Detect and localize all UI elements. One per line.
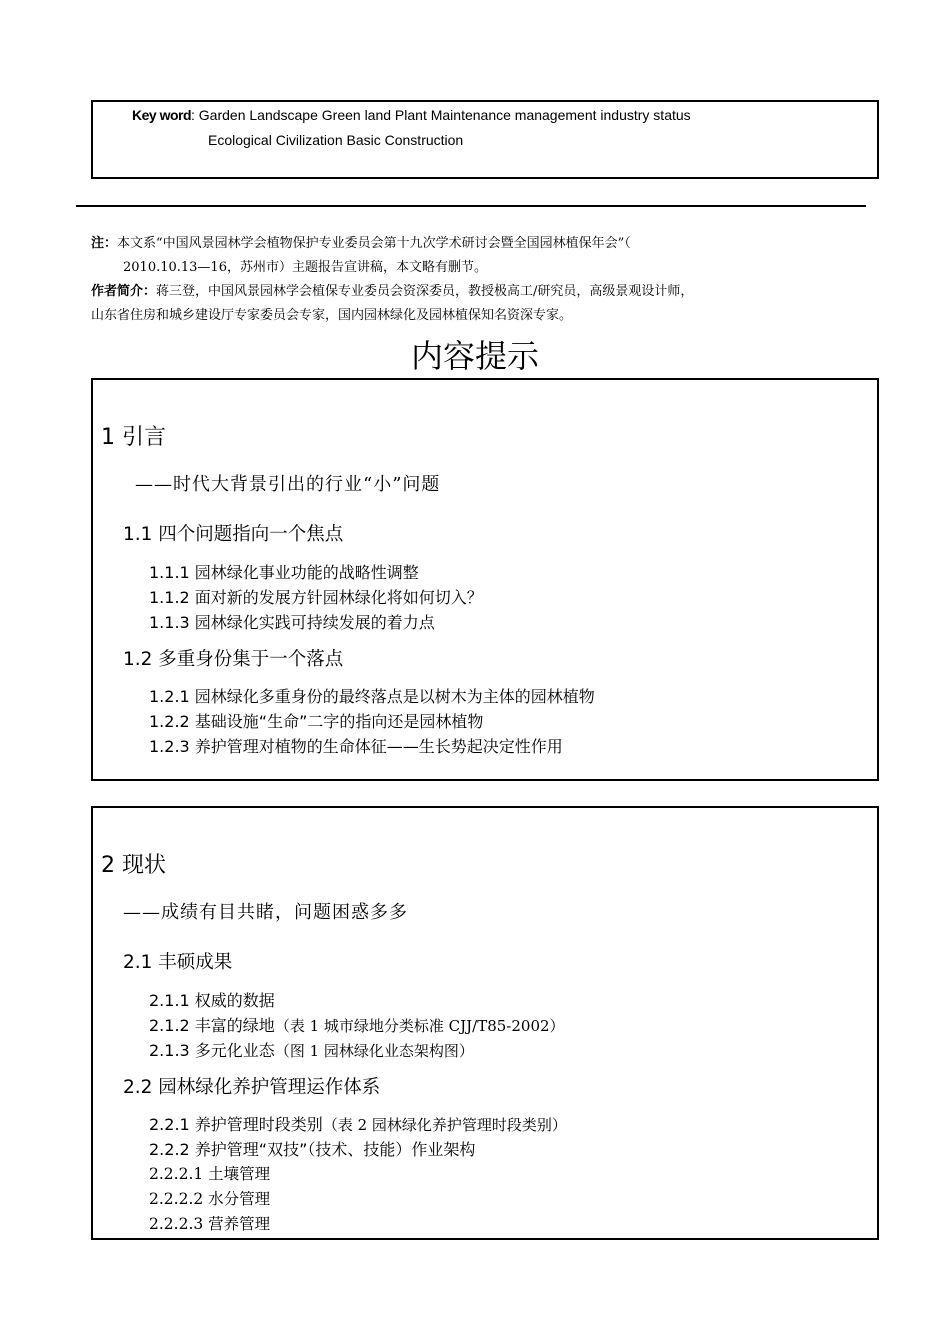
- sub-list-item: 2.2.2.3 营养管理: [149, 1215, 271, 1233]
- list-item: 1.2.3 养护管理对植物的生命体征——生长势起决定性作用: [149, 737, 563, 756]
- keyword-line-2: Ecological Civilization Basic Construction: [208, 132, 464, 148]
- section-1-heading: 1 引言: [101, 425, 166, 450]
- list-item: 1.1.1 园林绿化事业功能的战略性调整: [149, 563, 419, 582]
- list-item-text: 2.2.1 养护管理时段类别: [149, 1115, 323, 1134]
- list-item-text: 2.1.2 丰富的绿地: [149, 1016, 275, 1035]
- author-row-1: [91, 280, 881, 304]
- sub-list-item: 2.2.2.1 土壤管理: [149, 1165, 271, 1183]
- list-item: 1.2.2 基础设施“生命”二字的指向还是园林植物: [149, 712, 484, 731]
- section-2-subtitle: ——成绩有目共睹，问题困惑多多: [123, 902, 408, 923]
- list-item-text: 2.2.2 养护管理“双技”（技术、技能）作业架构: [149, 1140, 476, 1159]
- author-text-1: 蒋三登，中国风景园林学会植保专业委员会资深委员，教授极高工/研究员，高级景观设计师，: [156, 284, 694, 299]
- keyword-box: [91, 100, 879, 179]
- list-item-reference: （图 1 园林绿化业态架构图）: [274, 1042, 474, 1060]
- list-item-text: 2.1.1 权威的数据: [149, 991, 275, 1010]
- sub-list-item: 2.2.2.2 水分管理: [149, 1190, 271, 1208]
- list-item-text: 2.1.3 多元化业态: [149, 1041, 275, 1060]
- author-label: 作者简介：: [91, 284, 157, 299]
- note-text-1: 本文系“中国风景园林学会植物保护专业委员会第十九次学术研讨会暨全国园林植保年会”（: [117, 236, 631, 251]
- list-item: 1.1.3 园林绿化实践可持续发展的着力点: [149, 613, 435, 632]
- keyword-label: Key word: [132, 107, 192, 123]
- list-item: [149, 1137, 475, 1160]
- section-2-box: [91, 806, 879, 1240]
- section-1-1-heading: 1.1 四个问题指向一个焦点: [123, 524, 344, 545]
- keyword-text-1: : Garden Landscape Green land Plant Maintenance management industry status: [191, 107, 691, 123]
- section-1-2-heading: 1.2 多重身份集于一个落点: [123, 649, 344, 670]
- notes-block: [91, 232, 881, 328]
- list-item: 1.1.2 面对新的发展方针园林绿化将如何切入？: [149, 588, 483, 607]
- list-item: [149, 1038, 474, 1061]
- horizontal-rule: [76, 205, 866, 207]
- list-item-reference: （表 1 城市绿地分类标准 CJJ/T85-2002）: [274, 1017, 565, 1035]
- note-text-2: 2010.10.13—16，苏州市）主题报告宣讲稿，本文略有删节。: [123, 260, 487, 275]
- list-item-reference: （表 2 园林绿化养护管理时段类别）: [322, 1116, 567, 1134]
- section-2-1-heading: 2.1 丰硕成果: [123, 952, 233, 973]
- list-item: [149, 988, 275, 1011]
- list-item: [149, 1112, 567, 1135]
- list-item: 1.2.1 园林绿化多重身份的最终落点是以树木为主体的园林植物: [149, 687, 595, 706]
- list-item: [149, 1013, 565, 1036]
- page-title: 内容提示: [410, 337, 539, 375]
- keyword-line-1: [132, 107, 691, 123]
- section-1-box: [91, 378, 879, 781]
- author-text-2: 山东省住房和城乡建设厅专家委员会专家，国内园林绿化及园林植保知名资深专家。: [91, 308, 573, 323]
- section-2-heading: 2 现状: [101, 853, 166, 878]
- note-label: 注：: [91, 236, 118, 251]
- section-1-subtitle: ——时代大背景引出的行业“小”问题: [135, 474, 441, 495]
- section-2-2-heading: 2.2 园林绿化养护管理运作体系: [123, 1077, 381, 1098]
- note-row-1: [91, 232, 881, 256]
